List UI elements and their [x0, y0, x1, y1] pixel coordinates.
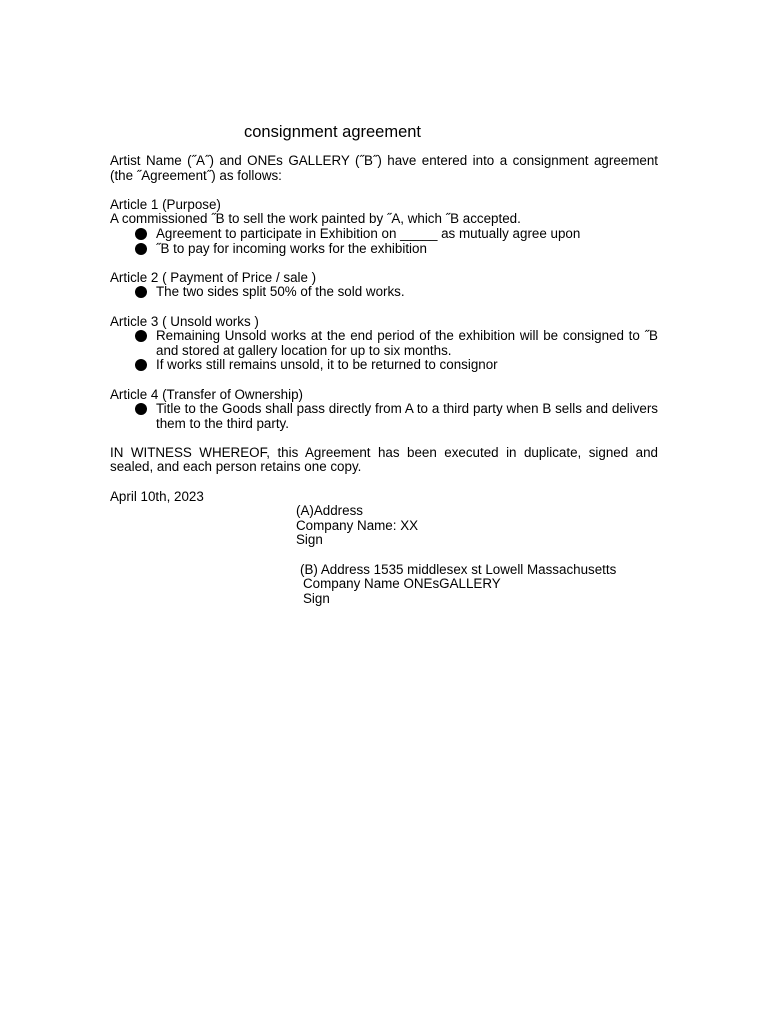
article-text: A commissioned ˝B to sell the work painted by ˝A, which ˝B accepted.	[110, 211, 521, 227]
witness-paragraph: IN WITNESS WHEREOF, this Agreement has been executed in duplicate, signed and sealed, and each person retains one copy.	[110, 444, 658, 475]
article-1	[110, 198, 658, 256]
article-heading: Article 3 ( Unsold works )	[110, 313, 259, 329]
list-item: If works still remains unsold, it to be returned to consignor	[110, 358, 658, 373]
party-a-company: Company Name: XX	[296, 517, 419, 533]
party-b-address: (B) Address 1535 middlesex st Lowell Massachusetts	[300, 561, 617, 577]
bullet-icon	[135, 359, 147, 371]
bullet-list	[110, 402, 658, 431]
list-item: Agreement to participate in Exhibition on _____ as mutually agree upon	[110, 227, 658, 242]
list-item: Title to the Goods shall pass directly from A to a third party when B sells and delivers them to the third party.	[110, 402, 658, 431]
party-b-company: Company Name ONEsGALLERY	[303, 576, 501, 592]
party-a-address: (A)Address	[296, 503, 363, 519]
bullet-icon	[135, 286, 147, 298]
bullet-icon	[135, 228, 147, 240]
article-heading: Article 4 (Transfer of Ownership)	[110, 386, 303, 402]
bullet-icon	[135, 243, 147, 255]
bullet-icon	[135, 403, 147, 415]
article-heading: Article 1 (Purpose)	[110, 196, 221, 212]
bullet-list	[110, 329, 658, 373]
article-2	[110, 271, 658, 300]
article-3	[110, 315, 658, 373]
article-4	[110, 388, 658, 432]
bullet-icon	[135, 330, 147, 342]
article-heading: Article 2 ( Payment of Price / sale )	[110, 269, 317, 285]
party-a-signature-block	[296, 504, 658, 548]
party-b-signature-block	[300, 563, 658, 607]
party-b-sign: Sign	[303, 590, 330, 606]
agreement-date: April 10th, 2023	[110, 488, 204, 504]
party-a-sign: Sign	[296, 532, 323, 548]
bullet-list	[110, 227, 658, 256]
list-item: ˝B to pay for incoming works for the exhibition	[110, 242, 658, 257]
intro-paragraph: Artist Name (˝A˝) and ONEs GALLERY (˝B˝) have entered into a consignment agreement (the ˝Agreement˝) as follows:	[110, 153, 658, 183]
document-page	[110, 122, 658, 606]
list-item: The two sides split 50% of the sold works.	[110, 285, 658, 300]
bullet-list	[110, 285, 658, 300]
document-title: consignment agreement	[244, 123, 422, 141]
list-item: Remaining Unsold works at the end period of the exhibition will be consigned to ˝B and stored at gallery location for up to six months.	[110, 329, 658, 358]
